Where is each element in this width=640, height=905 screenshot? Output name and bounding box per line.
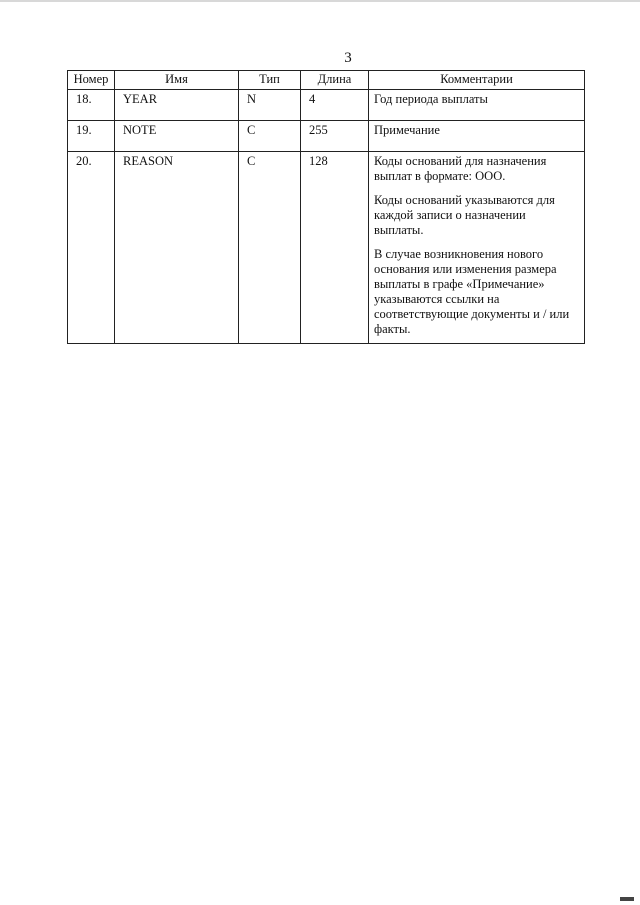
cell-name: REASON [115, 152, 239, 344]
cell-length: 4 [301, 90, 369, 121]
page-top-edge [0, 0, 640, 2]
cell-length: 255 [301, 121, 369, 152]
scan-edge-mark [620, 897, 634, 901]
cell-comment [369, 90, 585, 121]
comment-paragraph: Коды оснований для назначения выплат в формате: ООО. [374, 154, 547, 183]
cell-comment [369, 152, 585, 344]
header-type: Тип [239, 71, 301, 90]
cell-length: 128 [301, 152, 369, 344]
table-header-row [68, 71, 585, 90]
cell-name: NOTE [115, 121, 239, 152]
comment-paragraph: Год периода выплаты [374, 92, 488, 106]
field-spec-table [67, 70, 585, 344]
table-row [68, 152, 585, 344]
comment-paragraph: Коды оснований указываются для каждой записи о назначении выплаты. [374, 193, 555, 237]
page-number: 3 [344, 50, 352, 66]
header-length: Длина [301, 71, 369, 90]
cell-comment [369, 121, 585, 152]
header-comments: Комментарии [369, 71, 585, 90]
cell-type: N [239, 90, 301, 121]
header-name: Имя [115, 71, 239, 90]
header-number: Номер [68, 71, 115, 90]
cell-type: C [239, 121, 301, 152]
cell-number: 19. [68, 121, 115, 152]
table-row [68, 121, 585, 152]
comment-paragraph: В случае возникновения нового основания или изменения размера выплаты в графе «Примечание» указываются ссылки на соответствующие документы и / или факты. [374, 247, 570, 336]
table-row [68, 90, 585, 121]
cell-name: YEAR [115, 90, 239, 121]
comment-paragraph: Примечание [374, 123, 440, 137]
cell-type: C [239, 152, 301, 344]
cell-number: 20. [68, 152, 115, 344]
cell-number: 18. [68, 90, 115, 121]
